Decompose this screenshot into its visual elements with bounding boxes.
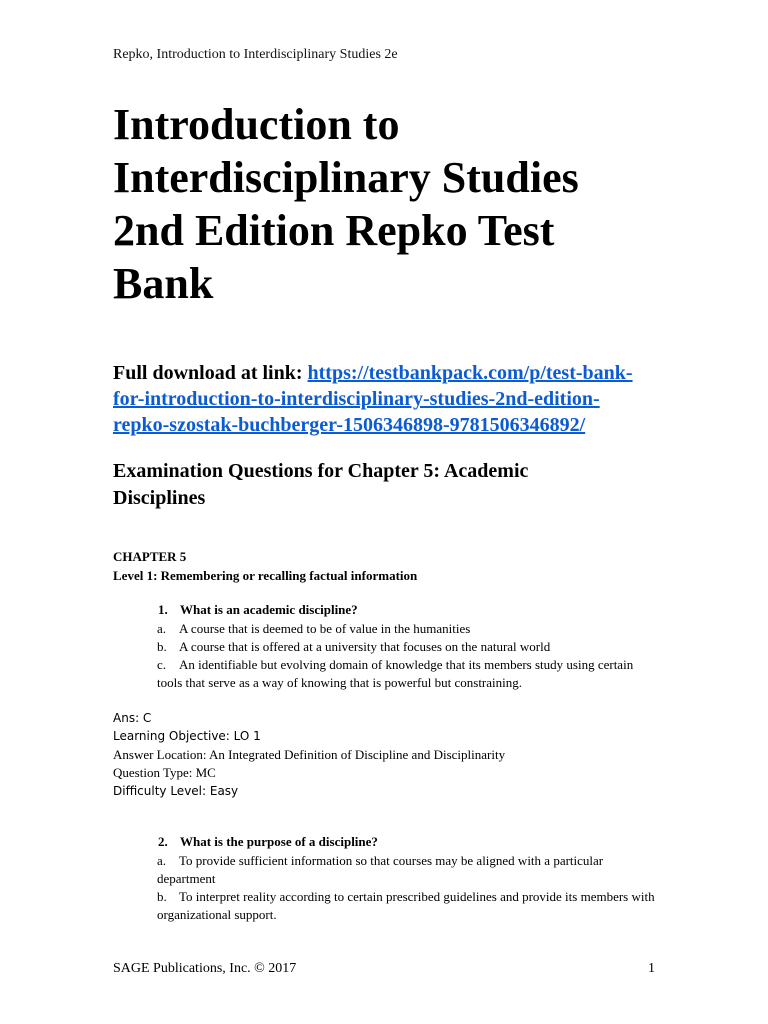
option-text: To interpret reality according to certain prescribed guidelines and provide its members with organizational support. <box>157 889 655 922</box>
answer-metadata <box>113 709 505 800</box>
option-letter: b. <box>157 889 167 904</box>
answer-option <box>113 638 658 656</box>
answer-option <box>113 852 658 888</box>
section-title <box>113 458 673 512</box>
question-stem <box>113 833 658 851</box>
option-letter: a. <box>157 621 167 636</box>
answer-location: Answer Location: An Integrated Definition of Discipline and Disciplinarity <box>113 746 506 762</box>
answer-option <box>113 656 658 692</box>
level-label: Level 1: Remembering or recalling factual information <box>113 568 418 583</box>
footer-publisher: SAGE Publications, Inc. © 2017 <box>113 961 297 976</box>
title-line: Introduction to <box>113 100 400 149</box>
option-letter: b. <box>157 639 167 654</box>
answer-option <box>113 620 658 638</box>
learning-objective: Learning Objective: LO 1 <box>113 729 261 744</box>
download-link-line: repko-szostak-buchberger-1506346898-9781506346892/ <box>113 414 586 436</box>
question-number: 2. <box>158 834 168 849</box>
question-stem <box>113 601 658 619</box>
option-text: An identifiable but evolving domain of knowledge that its members study using certain tools that serve as a way of knowing that is powerful but constraining. <box>157 657 634 690</box>
question-2 <box>113 833 658 924</box>
document-title <box>113 98 673 310</box>
chapter-label: CHAPTER 5 <box>113 549 187 564</box>
title-line: Interdisciplinary Studies <box>113 153 579 202</box>
question-type: Question Type: MC <box>113 764 216 780</box>
option-text: To provide sufficient information so that courses may be aligned with a particular department <box>157 853 604 886</box>
option-letter: a. <box>157 853 167 868</box>
title-line: Bank <box>113 259 214 308</box>
option-text: A course that is deemed to be of value in the humanities <box>179 621 471 636</box>
download-link-line: https://testbankpack.com/p/test-bank- <box>307 362 633 384</box>
difficulty-level: Difficulty Level: Easy <box>113 784 239 799</box>
page-number: 1 <box>648 961 655 976</box>
download-label: Full download at link: <box>113 362 308 384</box>
download-link-line: for-introduction-to-interdisciplinary-studies-2nd-edition- <box>113 388 600 410</box>
question-text: What is an academic discipline? <box>180 602 358 617</box>
question-1 <box>113 601 658 692</box>
section-title-line: Examination Questions for Chapter 5: Academic <box>113 460 529 482</box>
title-line: 2nd Edition Repko Test <box>113 206 555 255</box>
running-header: Repko, Introduction to Interdisciplinary Studies 2e <box>113 47 398 62</box>
question-text: What is the purpose of a discipline? <box>180 834 378 849</box>
download-section <box>113 360 673 438</box>
option-text: A course that is offered at a university that focuses on the natural world <box>179 639 551 654</box>
question-number: 1. <box>158 602 168 617</box>
answer-option <box>113 888 658 924</box>
answer-key: Ans: C <box>113 711 152 725</box>
option-letter: c. <box>157 657 167 672</box>
section-title-line: Disciplines <box>113 487 206 509</box>
